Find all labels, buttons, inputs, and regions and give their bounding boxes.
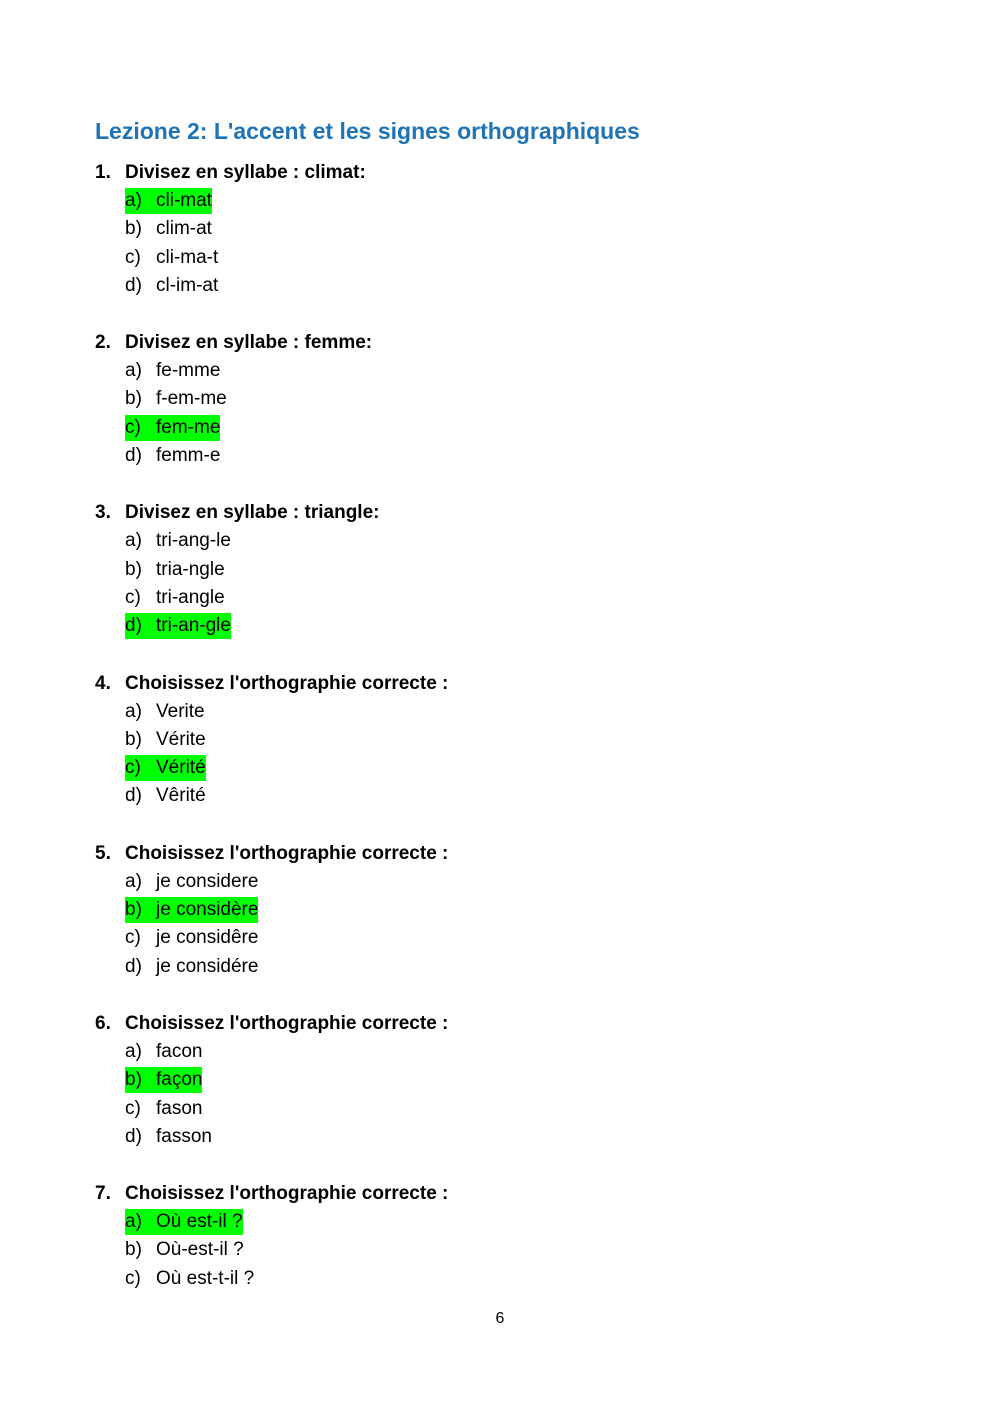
option-text: je considere xyxy=(156,870,259,892)
option-text: fe-mme xyxy=(156,360,221,382)
correct-answer-highlight xyxy=(125,188,212,214)
option-item xyxy=(95,1038,915,1066)
option-text: Verite xyxy=(156,700,205,722)
option-text: je considère xyxy=(156,899,259,921)
option-list xyxy=(95,868,915,981)
option-letter: c) xyxy=(125,1097,141,1119)
question-2 xyxy=(95,328,915,470)
option-item xyxy=(95,215,915,243)
answer-option xyxy=(125,699,205,725)
option-letter: b) xyxy=(125,1069,142,1091)
option-letter: b) xyxy=(125,1239,142,1261)
option-list xyxy=(95,1038,915,1151)
option-item xyxy=(95,556,915,584)
option-letter: d) xyxy=(125,274,142,296)
answer-option xyxy=(125,869,258,895)
question-text: Choisissez l'orthographie correcte : xyxy=(125,1012,449,1034)
option-item xyxy=(95,584,915,612)
option-letter: b) xyxy=(125,218,142,240)
option-letter: c) xyxy=(125,246,141,268)
question-number: 1. xyxy=(95,162,111,183)
option-text: façon xyxy=(156,1069,203,1091)
answer-option xyxy=(125,358,220,384)
question-4 xyxy=(95,669,915,811)
option-item xyxy=(95,1236,915,1264)
option-text: femm-e xyxy=(156,445,221,467)
question-number: 5. xyxy=(95,842,111,864)
option-text: tria-ngle xyxy=(156,558,225,580)
correct-answer-highlight xyxy=(125,1209,243,1235)
question-heading xyxy=(95,498,915,527)
question-3 xyxy=(95,498,915,640)
question-heading xyxy=(95,1179,915,1208)
answer-option xyxy=(125,954,258,980)
option-text: je considêre xyxy=(156,927,259,949)
option-item xyxy=(95,698,915,726)
option-item xyxy=(95,414,915,442)
option-item xyxy=(95,1208,915,1236)
option-list xyxy=(95,357,915,470)
option-text: fem-me xyxy=(156,416,221,438)
question-text: Divisez en syllabe : climat: xyxy=(125,162,366,183)
option-item xyxy=(95,272,915,300)
option-letter: a) xyxy=(125,1040,142,1062)
option-item xyxy=(95,357,915,385)
option-item xyxy=(95,754,915,782)
option-letter: b) xyxy=(125,558,142,580)
answer-option xyxy=(125,443,220,469)
option-list xyxy=(95,527,915,640)
answer-option xyxy=(125,925,258,951)
correct-answer-highlight xyxy=(125,755,206,781)
option-letter: a) xyxy=(125,1211,142,1233)
option-item xyxy=(95,1265,915,1293)
option-text: clim-at xyxy=(156,218,212,240)
option-item xyxy=(95,527,915,555)
answer-option xyxy=(125,273,218,299)
option-letter: c) xyxy=(125,757,141,779)
option-item xyxy=(95,726,915,754)
option-item xyxy=(95,1066,915,1094)
option-item xyxy=(95,1123,915,1151)
option-letter: d) xyxy=(125,785,142,807)
option-text: je considére xyxy=(156,955,259,977)
option-text: cl-im-at xyxy=(156,274,219,296)
option-item xyxy=(95,782,915,810)
option-list xyxy=(95,187,915,300)
option-text: cli-ma-t xyxy=(156,246,219,268)
option-item xyxy=(95,385,915,413)
answer-option xyxy=(125,783,206,809)
option-text: tri-ang-le xyxy=(156,530,231,552)
question-text: Choisissez l'orthographie correcte : xyxy=(125,842,449,864)
answer-option xyxy=(125,557,225,583)
option-letter: a) xyxy=(125,360,142,382)
correct-answer-highlight xyxy=(125,415,220,441)
question-heading xyxy=(95,839,915,868)
answer-option xyxy=(125,1237,244,1263)
question-number: 4. xyxy=(95,672,111,694)
page-title: Lezione 2: L'accent et les signes orthographiques xyxy=(95,118,640,144)
option-letter: a) xyxy=(125,870,142,892)
answer-option xyxy=(125,528,231,554)
option-item xyxy=(95,868,915,896)
question-number: 6. xyxy=(95,1012,111,1034)
correct-answer-highlight xyxy=(125,613,231,639)
question-number: 3. xyxy=(95,502,111,524)
option-text: Où-est-il ? xyxy=(156,1239,244,1261)
answer-option xyxy=(125,386,227,412)
option-text: Vérite xyxy=(156,728,206,750)
question-5 xyxy=(95,839,915,981)
answer-option xyxy=(125,585,225,611)
option-list xyxy=(95,698,915,811)
option-letter: a) xyxy=(125,190,142,211)
option-letter: c) xyxy=(125,586,141,608)
option-item xyxy=(95,187,915,215)
option-letter: b) xyxy=(125,728,142,750)
answer-option xyxy=(125,1039,202,1065)
question-1 xyxy=(95,158,915,300)
question-text: Choisissez l'orthographie correcte : xyxy=(125,672,449,694)
option-letter: b) xyxy=(125,899,142,921)
option-item xyxy=(95,442,915,470)
option-list xyxy=(95,1208,915,1293)
option-text: tri-angle xyxy=(156,586,225,608)
option-letter: a) xyxy=(125,700,142,722)
option-item xyxy=(95,244,915,272)
question-number: 7. xyxy=(95,1183,111,1205)
option-text: Vérité xyxy=(156,757,206,779)
option-letter: a) xyxy=(125,530,142,552)
question-heading xyxy=(95,1009,915,1038)
correct-answer-highlight xyxy=(125,1067,202,1093)
question-heading xyxy=(95,669,915,698)
answer-option xyxy=(125,1096,202,1122)
option-letter: c) xyxy=(125,927,141,949)
question-text: Choisissez l'orthographie correcte : xyxy=(125,1183,449,1205)
option-letter: d) xyxy=(125,1125,142,1147)
answer-option xyxy=(125,216,212,242)
option-text: facon xyxy=(156,1040,203,1062)
option-item xyxy=(95,924,915,952)
question-text: Divisez en syllabe : femme: xyxy=(125,332,373,354)
option-item xyxy=(95,1095,915,1123)
option-letter: d) xyxy=(125,445,142,467)
question-number: 2. xyxy=(95,332,111,354)
answer-option xyxy=(125,245,218,271)
option-item xyxy=(95,612,915,640)
option-text: Où est-il ? xyxy=(156,1211,243,1233)
correct-answer-highlight xyxy=(125,897,258,923)
option-letter: b) xyxy=(125,388,142,410)
option-text: f-em-me xyxy=(156,388,227,410)
option-text: fason xyxy=(156,1097,203,1119)
option-text: Où est-t-il ? xyxy=(156,1267,255,1289)
question-text: Divisez en syllabe : triangle: xyxy=(125,502,380,524)
question-7 xyxy=(95,1179,915,1293)
question-heading xyxy=(95,158,915,187)
option-text: cli-mat xyxy=(156,190,212,211)
option-item xyxy=(95,896,915,924)
question-list xyxy=(95,158,915,1321)
answer-option xyxy=(125,1266,254,1292)
option-text: tri-an-gle xyxy=(156,615,231,637)
answer-option xyxy=(125,727,206,753)
option-letter: d) xyxy=(125,615,142,637)
option-item xyxy=(95,953,915,981)
option-letter: d) xyxy=(125,955,142,977)
answer-option xyxy=(125,1124,212,1150)
option-letter: c) xyxy=(125,416,141,438)
option-text: Vêrité xyxy=(156,785,206,807)
page-number: 6 xyxy=(495,1310,505,1327)
question-heading xyxy=(95,328,915,357)
option-text: fasson xyxy=(156,1125,212,1147)
question-6 xyxy=(95,1009,915,1151)
option-letter: c) xyxy=(125,1267,141,1289)
